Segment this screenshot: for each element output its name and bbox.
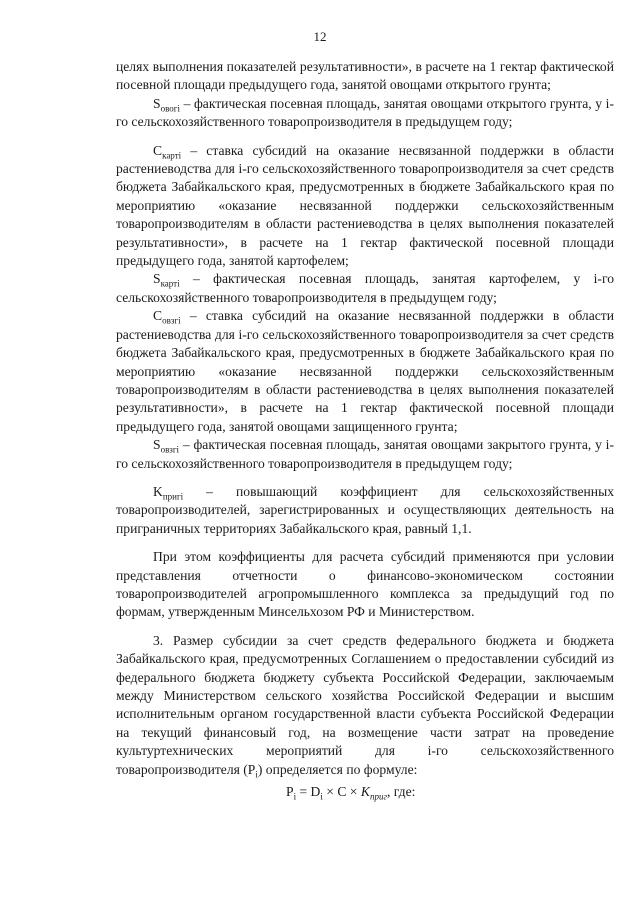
definition-symbol: S xyxy=(153,271,161,287)
definition-subscript: картi xyxy=(162,150,182,161)
definition-c-kart xyxy=(116,142,614,271)
formula-tail: , где: xyxy=(386,784,416,800)
definition-subscript: овзгi xyxy=(162,316,181,326)
formula-middle: × C × xyxy=(322,784,361,800)
paragraph-text-tail: ) определяется по формуле: xyxy=(257,761,418,777)
page-number: 12 xyxy=(313,29,327,44)
definition-symbol: S xyxy=(153,95,161,111)
coefficients-condition-paragraph xyxy=(116,548,614,622)
definition-k-prig xyxy=(116,483,614,538)
definition-s-ovog xyxy=(116,95,614,132)
definition-subscript: овзгi xyxy=(160,444,180,455)
paragraph-subscript: i xyxy=(255,769,258,780)
definition-text: – фактическая посевная площадь, занятая картофелем, у i-го сельскохозяйственного товаропроизводителя в предыдущем году; xyxy=(116,271,614,305)
definition-subscript: пригi xyxy=(162,491,184,502)
definition-text: – повышающий коэффициент для сельскохозяйственных товаропроизводителей, зарегистрированных и осуществляющих деятельность на приграничных территориях Забайкальского края, равный 1,1. xyxy=(116,483,614,536)
formula-lhs: P xyxy=(286,784,294,800)
definition-text: – фактическая посевная площадь, занятая овощами закрытого грунта, у i-го сельскохозяйственного товаропроизводителя в предыдущем году; xyxy=(116,437,614,471)
definition-symbol: S xyxy=(153,437,161,453)
definition-text: – фактическая посевная площадь, занятая овощами открытого грунта, у i-го сельскохозяйственного товаропроизводителя в предыдущем году; xyxy=(116,95,614,130)
paragraph-text: При этом коэффициенты для расчета субсидий применяются при условии представления отчетности о финансово-экономическом состоянии товаропроизводителей агропромышленного комплекса за предыдущий год по формам, утвержденным Минсельхозом РФ и Министерством. xyxy=(116,549,614,620)
definition-s-ovzg xyxy=(116,436,614,473)
definition-symbol: С xyxy=(153,308,163,324)
section-3-paragraph xyxy=(116,632,614,779)
formula-equals-d: = D xyxy=(296,784,321,800)
paragraph-text: целях выполнения показателей результативности», в расчете на 1 гектар фактической посевной площади предыдущего года, занятой овощами открытого грунта; xyxy=(116,59,614,93)
formula-k-subscript xyxy=(370,792,387,802)
definition-text: – ставка субсидий на оказание несвязанной поддержки в области растениеводства для i-го сельскохозяйственного товаропроизводителя за счет средств бюджета Забайкальского края, предусмотренных в бюджете Забайкальского края по мероприятию «оказание несвязанной поддержки сельскохозяйственным товаропроизводителям в области растениеводства в целях выполнения показателей результативности», в расчете на 1 гектар фактической посевной площади предыдущего года, занятой картофелем; xyxy=(116,142,614,269)
paragraph-text: 3. Размер субсидии за счет средств федерального бюджета и бюджета Забайкальского края, предусмотренных Соглашением о предоставлении субсидий из федерального бюджета бюджету субъекта Российской Федерации, заключаемым между Министерством сельского хозяйства Российской Федерации и высшим исполнительным органом государственной власти субъекта Российской Федерации на текущий финансовый год, на возмещение части затрат на проведение культуртехнических мероприятий для i-го сельскохозяйственного товаропроизводителя (P xyxy=(116,632,614,777)
definition-text: – ставка субсидий на оказание несвязанной поддержки в области растениеводства для i-го сельскохозяйственного товаропроизводителя за счет средств бюджета Забайкальского края, предусмотренных в бюджете Забайкальского края по мероприятию «оказание несвязанной поддержки сельскохозяйственным товаропроизводителям в области растениеводства в целях выполнения показателей результативности», в расчете на 1 гектар фактической посевной площади предыдущего года, занятой овощами защищенного грунта; xyxy=(116,308,614,434)
formula-d-subscript: i xyxy=(320,791,323,802)
subsidy-formula xyxy=(116,783,614,801)
formula-k-subscript-text: приг xyxy=(369,791,387,802)
definition-subscript: картi xyxy=(160,279,180,290)
definition-s-kart xyxy=(116,270,614,307)
formula-k: K xyxy=(360,784,370,800)
formula-lhs-subscript: i xyxy=(293,791,297,802)
paragraph-continuation xyxy=(116,58,614,95)
definition-symbol: С xyxy=(153,142,163,158)
definition-symbol: K xyxy=(153,483,163,499)
document-body xyxy=(116,58,614,801)
definition-c-ovzg xyxy=(116,307,614,436)
definition-subscript: овогi xyxy=(160,103,180,114)
